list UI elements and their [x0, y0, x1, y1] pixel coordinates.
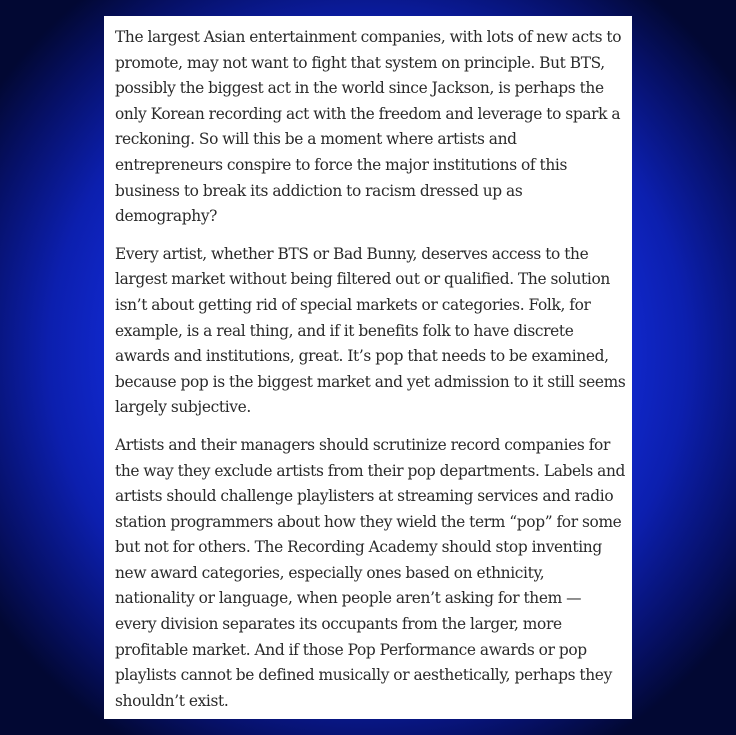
article-paragraph-3: Artists and their managers should scrutinize record companies for the way they exclude artists from their pop departments. Labels and artists should challenge playlisters at streaming services and radio station programmers about how they wield the term “pop” for some but not for others. The Recording Academy should stop inventing new award categories, especially ones based on ethnicity, nationality or language, when people aren’t asking for them — every division separates its occupants from the larger, more profitable market. And if those Pop Performance awards or pop playlists cannot be defined musically or aesthetically, perhaps they shouldn’t exist. — [115, 435, 626, 710]
article-paragraph-1: The largest Asian entertainment companies, with lots of new acts to promote, may not want to fight that system on principle. But BTS, possibly the biggest act in the world since Jackson, is perhaps the only Korean recording act with the freedom and leverage to spark a reckoning. So will this be a moment where artists and entrepreneurs conspire to force the major institutions of this business to break its addiction to racism dressed up as demography? — [115, 28, 622, 226]
article-page — [104, 16, 632, 719]
article-paragraph-2: Every artist, whether BTS or Bad Bunny, deserves access to the largest market without being filtered out or qualified. The solution isn’t about getting rid of special markets or categories. Folk, for example, is a real thing, and if it benefits folk to have discrete awards and institutions, great. It’s pop that needs to be examined, because pop is the biggest market and yet admission to it still seems largely subjective. — [115, 244, 626, 417]
